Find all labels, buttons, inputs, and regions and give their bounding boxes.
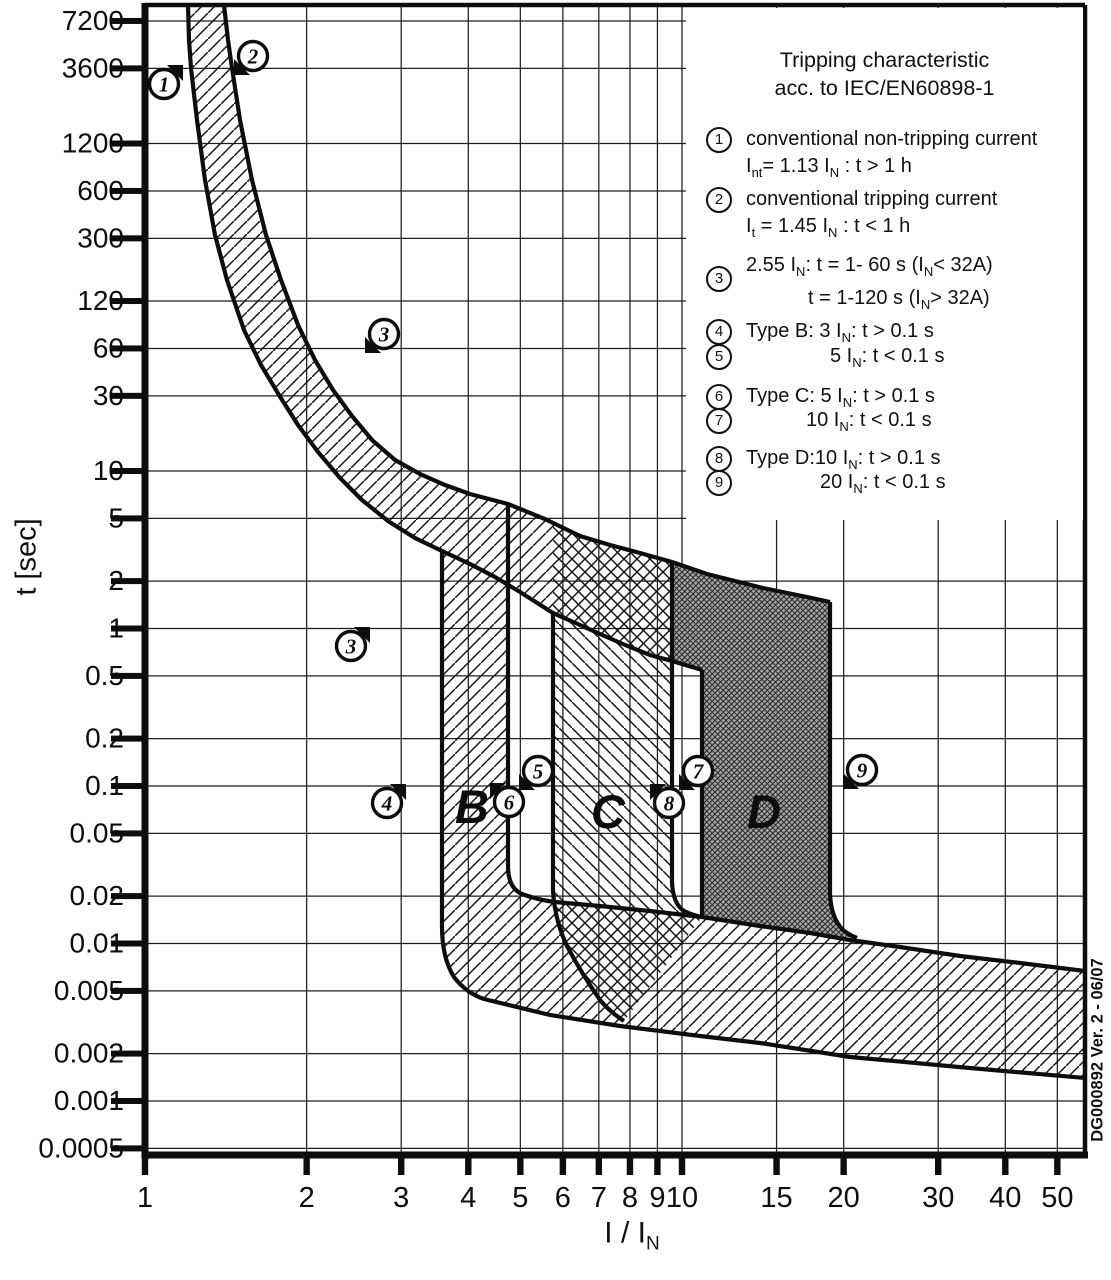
- legend-item-7: [706, 407, 932, 440]
- x-tick-label: 3: [393, 1182, 410, 1214]
- legend-title: [686, 46, 1083, 102]
- legend-item-number: 4: [706, 319, 732, 345]
- y-tick-label: 600: [77, 174, 124, 206]
- y-tick-label: 1200: [61, 127, 124, 159]
- y-tick-label: 0.01: [69, 927, 124, 959]
- x-axis-title: [604, 1217, 659, 1256]
- legend-item-2: [706, 186, 997, 246]
- legend-title-line2: acc. to IEC/EN60898-1: [774, 76, 995, 100]
- y-tick-label: 0.02: [69, 880, 124, 912]
- legend-item-number: 7: [706, 408, 732, 434]
- x-tick-label: 6: [554, 1182, 571, 1214]
- legend: [686, 8, 1083, 520]
- marker-number: 7: [692, 759, 704, 784]
- marker-number: 4: [381, 791, 393, 816]
- x-axis-title-text: I / I: [604, 1216, 646, 1250]
- marker-number: 6: [503, 790, 515, 815]
- y-tick-label: 0.005: [53, 974, 124, 1006]
- x-tick-label: 8: [621, 1182, 639, 1214]
- marker-number: 8: [663, 791, 675, 816]
- legend-item-5: [706, 343, 944, 376]
- region-label-B: B: [455, 780, 489, 833]
- y-tick-label: 120: [77, 285, 124, 317]
- region-label-C: C: [591, 785, 625, 838]
- y-tick-label: 0.0005: [38, 1132, 124, 1164]
- y-tick-label: 60: [92, 332, 124, 364]
- legend-item-text: Type C: 5 $I_N$: t > 0.1 s: [746, 385, 935, 410]
- legend-item-number: 2: [706, 187, 732, 213]
- y-tick-label: 0.1: [85, 770, 124, 801]
- x-tick-label: 4: [460, 1182, 477, 1214]
- marker-number: 5: [532, 759, 544, 784]
- y-tick-label: 1: [108, 612, 124, 644]
- x-tick-label: 40: [989, 1182, 1022, 1214]
- x-tick-label: 20: [827, 1182, 860, 1214]
- legend-item-number: 8: [706, 446, 732, 472]
- x-tick-label: 50: [1041, 1182, 1074, 1214]
- y-tick-label: 0.05: [69, 817, 124, 849]
- y-axis-title-text: t [sec]: [10, 518, 43, 596]
- legend-item-text: Type B: 3 $I_N$: t > 0.1 s: [746, 320, 934, 345]
- marker-number: 2: [247, 44, 259, 69]
- marker-number: 3: [345, 634, 357, 659]
- y-tick-label: 0.5: [85, 659, 124, 691]
- y-tick-label: 2: [108, 565, 124, 597]
- legend-item-text: conventional non-tripping current $I_{nt}= 1.13$ $I_N$ : t > 1 h: [746, 128, 1038, 180]
- x-tick-label: 10: [665, 1182, 699, 1214]
- y-tick-label: 10: [92, 455, 124, 486]
- y-axis-title: [11, 518, 44, 595]
- legend-item-text: Type D:10 $I_N$: t > 0.1 s: [746, 447, 941, 472]
- y-tick-label: 7200: [61, 4, 124, 36]
- legend-item-text: 20 $I_N$: t < 0.1 s: [820, 471, 946, 496]
- document-code: DG000892 Ver. 2 - 06/07: [1088, 958, 1107, 1142]
- legend-item-number: 1: [706, 127, 732, 153]
- x-axis-title-subscript: N: [645, 1233, 660, 1255]
- x-tick-label: 2: [298, 1182, 315, 1214]
- marker-number: 9: [856, 758, 868, 783]
- y-tick-label: 30: [92, 379, 124, 411]
- x-tick-label: 7: [590, 1182, 607, 1214]
- region-label-D: D: [747, 785, 781, 838]
- x-tick-label: 30: [922, 1182, 955, 1214]
- x-tick-label: 5: [512, 1182, 529, 1214]
- x-tick-label: 1: [136, 1182, 154, 1214]
- legend-item-1: [706, 126, 1037, 186]
- legend-item-text: 5 $I_N$: t < 0.1 s: [830, 345, 945, 370]
- y-tick-label: 300: [77, 222, 124, 254]
- legend-item-number: 6: [706, 384, 732, 410]
- legend-item-number: 3: [706, 266, 732, 292]
- legend-item-3: [706, 252, 993, 318]
- y-tick-label: 0.002: [53, 1037, 124, 1069]
- y-tick-label: 0.001: [53, 1085, 124, 1116]
- marker-number: 1: [158, 72, 170, 97]
- y-tick-label: 5: [108, 502, 124, 534]
- legend-item-text: 2.55 $I_N$: t = 1- 60 s $(I_N< 32A)$ t = 1-120 s $(I_N> 32A)$: [746, 254, 993, 312]
- x-tick-label: 9: [649, 1182, 666, 1214]
- legend-item-text: conventional tripping current $I_t = 1.45$ $I_N$ : t < 1 h: [746, 188, 998, 240]
- legend-item-text: 10 $I_N$: t < 0.1 s: [806, 409, 932, 434]
- y-tick-label: 3600: [61, 52, 124, 84]
- legend-item-number: 5: [706, 344, 732, 370]
- legend-item-9: [706, 469, 946, 502]
- y-tick-label: 0.2: [85, 722, 124, 754]
- legend-title-line1: Tripping characteristic: [779, 48, 990, 72]
- legend-item-number: 9: [706, 470, 732, 496]
- marker-number: 3: [378, 322, 390, 347]
- x-tick-label: 15: [760, 1182, 793, 1214]
